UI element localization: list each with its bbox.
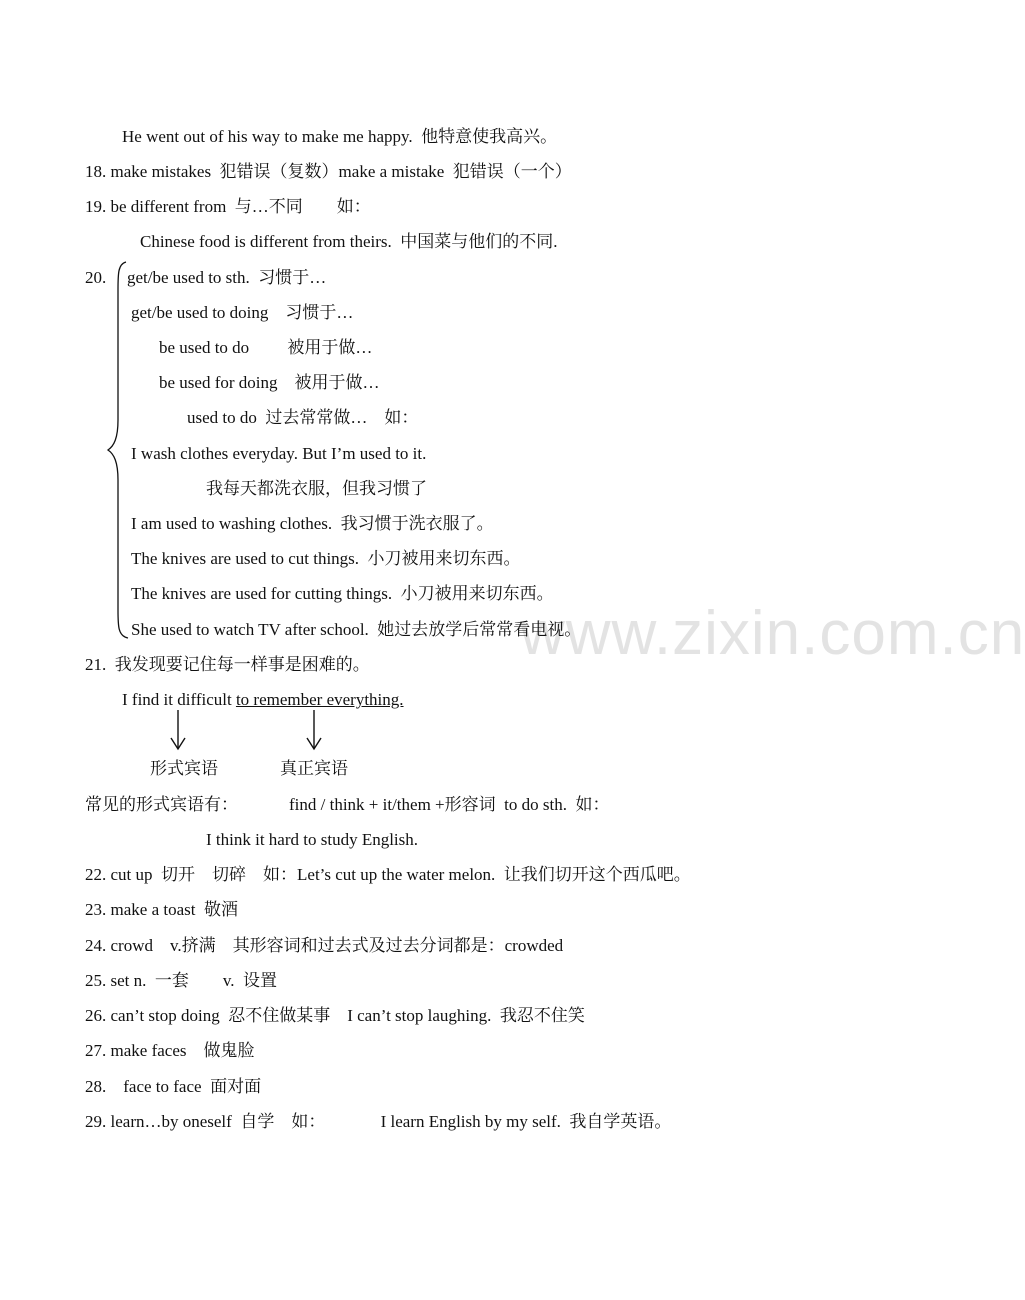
sentence-start: I find it difficult bbox=[122, 690, 236, 709]
example-translation: 我每天都洗衣服，但我习惯了 bbox=[206, 479, 427, 498]
down-arrow-icon bbox=[171, 710, 185, 749]
example-sentence: He went out of his way to make me happy. 他特意使我高兴。 bbox=[122, 127, 558, 146]
example-sentence: I think it hard to study English. bbox=[206, 830, 419, 849]
item-number-20: 20. bbox=[85, 268, 107, 287]
item-29: 29. learn…by oneself 自学 如： I learn English by my self. 我自学英语。 bbox=[85, 1112, 672, 1131]
example-sentence: The knives are used to cut things. 小刀被用来切东西。 bbox=[131, 549, 521, 568]
item-25: 25. set n. 一套 v. 设置 bbox=[85, 971, 278, 990]
item-19: 19. be different from 与…不同 如： bbox=[85, 197, 371, 216]
watermark: www.zixin.com.cn bbox=[520, 599, 1025, 668]
item-20-line: be used to do 被用于做… bbox=[159, 338, 373, 357]
item-26: 26. can’t stop doing 忍不住做某事 I can’t stop laughing. 我忍不住笑 bbox=[85, 1006, 585, 1025]
real-object-label: 真正宾语 bbox=[280, 759, 348, 778]
example-sentence: Chinese food is different from theirs. 中国菜与他们的不同. bbox=[140, 232, 558, 251]
real-object-phrase: to remember everything. bbox=[235, 690, 404, 709]
item-20-line: used to do 过去常常做… 如： bbox=[187, 408, 419, 427]
item-20-line: get/be used to sth. 习惯于… bbox=[127, 268, 327, 287]
item-20-line: get/be used to doing 习惯于… bbox=[131, 303, 354, 322]
left-brace-icon bbox=[108, 262, 128, 638]
down-arrow-icon bbox=[307, 710, 321, 749]
item-20-line: be used for doing 被用于做… bbox=[159, 373, 380, 392]
formal-object-label: 形式宾语 bbox=[150, 759, 218, 778]
item-22: 22. cut up 切开 切碎 如：Let’s cut up the water melon. 让我们切开这个西瓜吧。 bbox=[85, 865, 691, 884]
item-24: 24. crowd v.挤满 其形容词和过去式及过去分词都是：crowded bbox=[85, 936, 564, 955]
common-formal-objects-label: 常见的形式宾语有： bbox=[85, 795, 238, 814]
example-sentence: The knives are used for cutting things. 小刀被用来切东西。 bbox=[131, 584, 554, 603]
item-23: 23. make a toast 敬酒 bbox=[85, 900, 238, 919]
example-sentence: I wash clothes everyday. But I’m used to it. bbox=[131, 444, 427, 463]
item-27: 27. make faces 做鬼脸 bbox=[85, 1041, 255, 1060]
example-sentence: I am used to washing clothes. 我习惯于洗衣服了。 bbox=[131, 514, 494, 533]
formal-object-pattern: find / think + it/them +形容词 to do sth. 如： bbox=[289, 795, 610, 814]
item-18: 18. make mistakes 犯错误（复数）make a mistake 犯错误（一个） bbox=[85, 162, 572, 181]
item-21: 21. 我发现要记住每一样事是困难的。 bbox=[85, 655, 370, 674]
example-sentence: She used to watch TV after school. 她过去放学后常常看电视。 bbox=[131, 620, 582, 639]
item-28: 28. face to face 面对面 bbox=[85, 1077, 262, 1096]
